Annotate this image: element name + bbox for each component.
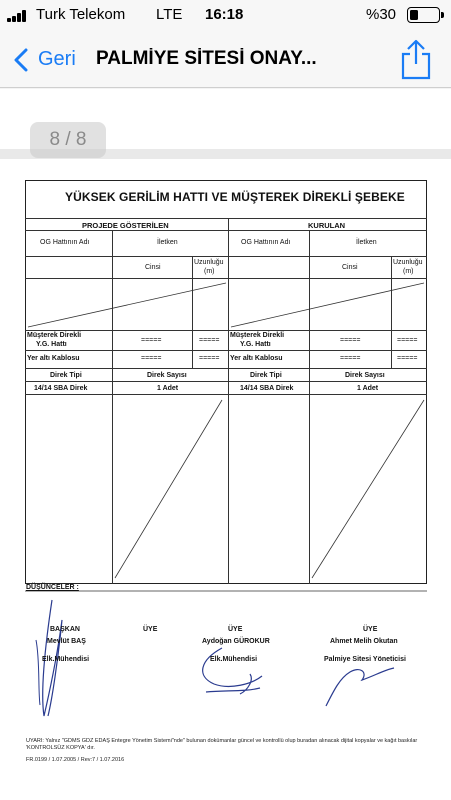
table-line xyxy=(25,368,427,369)
value-dash: ===== xyxy=(340,355,361,362)
navigation-bar xyxy=(0,32,451,88)
signer-3-role: ÜYE xyxy=(228,626,243,633)
value-dash: ===== xyxy=(397,337,418,344)
table-line xyxy=(112,230,113,368)
warning-line-2: 'KONTROLSÜZ KOPYA' dır. xyxy=(26,745,95,751)
table-line xyxy=(25,256,427,257)
signer-4-role: ÜYE xyxy=(363,626,378,633)
form-code: FR.0199 / 1.07.2005 / Rev:7 / 1.07.2016 xyxy=(26,757,125,763)
signer-1-role: BAŞKAN xyxy=(50,626,80,633)
col-cinsi-left: Cinsi xyxy=(145,264,161,271)
back-button[interactable] xyxy=(10,40,88,80)
col-direk-tipi-right: Direk Tipi xyxy=(250,372,282,379)
back-label: Geri xyxy=(38,48,76,70)
page-title: PALMİYE SİTESİ ONAY... xyxy=(96,48,317,69)
col-og-hat-left: OG Hattının Adı xyxy=(40,239,90,246)
warning-line-1: UYARI: Yalnız "GDMS GDZ EDAŞ Entegre Yönetim Sistemi"nde" bulunan dokümanlar güncel ve kontrollü olup buradan alınacak dijital kopyalar ve kağıt baskılar xyxy=(26,738,418,744)
carrier-name: Turk Telekom xyxy=(36,6,126,23)
left-direk-tipi-value: 14/14 SBA Direk xyxy=(34,385,88,392)
table-line xyxy=(309,368,310,584)
value-dash: ===== xyxy=(199,355,220,362)
signer-2-role: ÜYE xyxy=(143,626,158,633)
table-line xyxy=(25,218,427,219)
row-musterek-right-2: Y.G. Hattı xyxy=(240,341,271,348)
battery-level xyxy=(410,10,418,20)
row-yeralti-left: Yer altı Kablosu xyxy=(27,355,80,362)
col-direk-sayisi-right: Direk Sayısı xyxy=(345,372,385,379)
col-cinsi-right: Cinsi xyxy=(342,264,358,271)
clock: 16:18 xyxy=(205,6,244,23)
row-musterek-right-1: Müşterek Direkli xyxy=(230,332,285,339)
battery-icon xyxy=(407,7,440,23)
signer-1-title: Elk.Mühendisi xyxy=(42,656,90,663)
cellular-signal-icon xyxy=(7,10,31,22)
col-iletken-right: İletken xyxy=(356,239,377,246)
value-dash: ===== xyxy=(141,355,162,362)
col-uzunlugu-left: Uzunluğu xyxy=(194,259,224,266)
right-direk-tipi-value: 14/14 SBA Direk xyxy=(240,385,294,392)
value-dash: ===== xyxy=(340,337,361,344)
value-dash: ===== xyxy=(141,337,162,344)
table-line xyxy=(25,350,427,351)
signer-3-name: Aydoğan GÜROKUR xyxy=(202,638,270,645)
share-icon[interactable] xyxy=(398,38,434,80)
status-bar xyxy=(0,0,451,32)
value-dash: ===== xyxy=(397,355,418,362)
right-section-header: KURULAN xyxy=(308,221,346,230)
table-line xyxy=(25,278,427,279)
dusunceler-label: DÜŞÜNCELER : xyxy=(26,584,79,591)
signer-1-name: Mevlüt BAŞ xyxy=(47,638,86,645)
table-line xyxy=(112,368,113,584)
table-line xyxy=(391,256,392,368)
signer-3-title: Elk.Mühendisi xyxy=(210,656,258,663)
battery-percentage: %30 xyxy=(366,6,397,23)
row-musterek-left-2: Y.G. Hattı xyxy=(36,341,67,348)
col-direk-tipi-left: Direk Tipi xyxy=(50,372,82,379)
network-type: LTE xyxy=(156,6,183,23)
table-line xyxy=(228,218,229,584)
col-uzunlugu-unit-right: (m) xyxy=(403,268,414,275)
col-iletken-left: İletken xyxy=(157,239,178,246)
col-og-hat-right: OG Hattının Adı xyxy=(241,239,291,246)
table-line xyxy=(25,381,427,382)
battery-nub xyxy=(441,12,444,18)
col-uzunlugu-unit-left: (m) xyxy=(204,268,215,275)
col-direk-sayisi-left: Direk Sayısı xyxy=(147,372,187,379)
signer-4-name: Ahmet Melih Okutan xyxy=(330,638,398,645)
row-yeralti-right: Yer altı Kablosu xyxy=(230,355,283,362)
row-musterek-left-1: Müşterek Direkli xyxy=(27,332,82,339)
signer-4-title: Palmiye Sitesi Yöneticisi xyxy=(324,656,406,663)
left-section-header: PROJEDE GÖSTERİLEN xyxy=(82,221,169,230)
table-line xyxy=(25,394,427,395)
right-direk-sayisi-value: 1 Adet xyxy=(357,385,379,392)
chevron-left-icon xyxy=(12,48,32,72)
page-indicator: 8 / 8 xyxy=(30,122,106,158)
form-title: YÜKSEK GERİLİM HATTI VE MÜŞTEREK DİREKLİ ŞEBEKE xyxy=(65,190,405,204)
table-line xyxy=(309,230,310,368)
table-line xyxy=(25,230,427,231)
table-line xyxy=(25,330,427,331)
value-dash: ===== xyxy=(199,337,220,344)
col-uzunlugu-right: Uzunluğu xyxy=(393,259,423,266)
table-line xyxy=(192,256,193,368)
left-direk-sayisi-value: 1 Adet xyxy=(157,385,179,392)
